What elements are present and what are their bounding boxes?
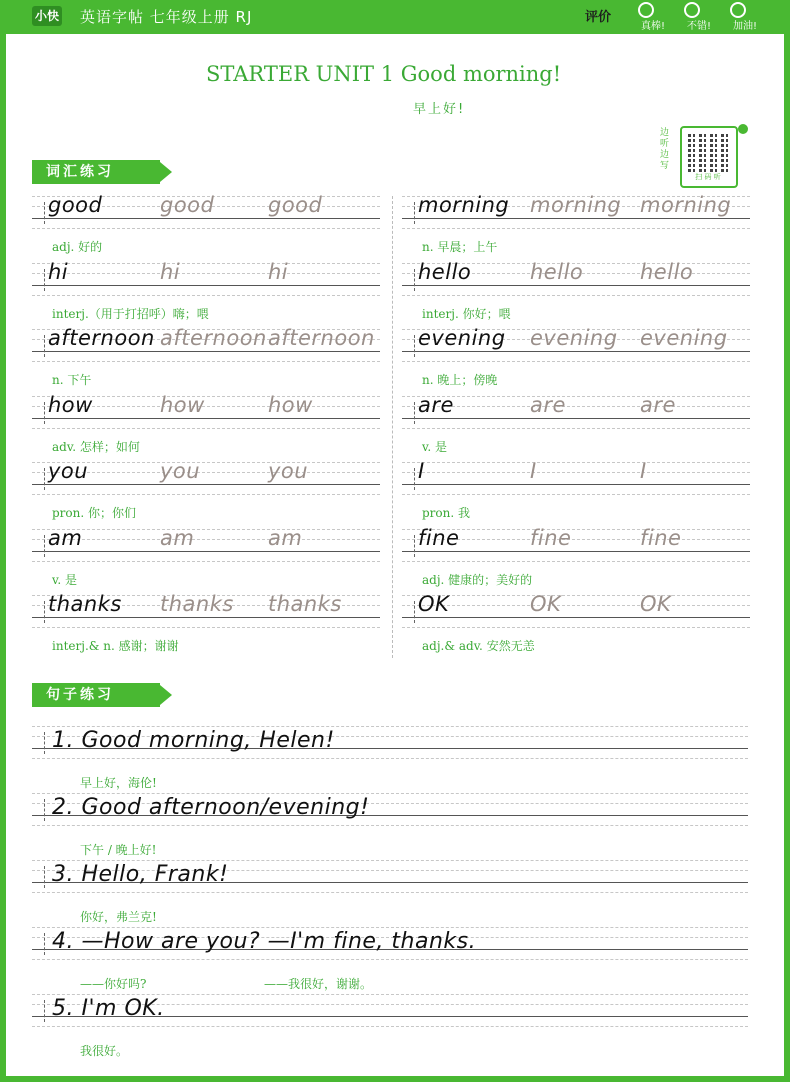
vocab-trace-word[interactable]: thanks <box>268 592 342 616</box>
guide-line-top <box>32 529 380 530</box>
vocab-word: evening <box>418 326 506 350</box>
guide-line-bottom <box>32 228 380 229</box>
column-divider <box>392 196 393 658</box>
vocab-trace-word[interactable]: I <box>530 459 537 483</box>
vocab-definition: n. 下午 <box>52 373 92 387</box>
start-tick <box>44 866 45 888</box>
guide-line-top <box>402 396 750 397</box>
vocab-trace-word[interactable]: am <box>160 525 195 550</box>
guide-line-mid <box>32 539 380 540</box>
guide-line-top <box>32 726 748 727</box>
header-bar <box>0 0 790 34</box>
vocab-word: am <box>48 525 83 550</box>
rating-keep-going-label: 加油! <box>732 21 757 32</box>
vocab-word: morning <box>418 193 510 217</box>
publisher-logo: 小快 <box>32 6 62 26</box>
start-tick <box>414 468 415 490</box>
vocab-trace-word[interactable]: morning <box>640 193 732 217</box>
sentence-translation-2: ——我很好，谢谢。 <box>264 977 373 991</box>
start-tick <box>414 601 415 623</box>
guide-line-bottom <box>402 228 750 229</box>
vocab-trace-word[interactable]: how <box>160 392 205 417</box>
guide-line-bottom <box>402 494 750 495</box>
guide-line-bottom <box>32 627 380 628</box>
vocab-definition: adj. 好的 <box>52 240 103 254</box>
guide-line-bottom <box>32 428 380 429</box>
start-tick <box>44 799 45 821</box>
vocab-section-tab: 词汇练习 <box>32 160 160 184</box>
sentence-translation: 下午 / 晚上好! <box>80 843 157 857</box>
headphone-icon <box>738 124 748 134</box>
vocab-definition: interj.（用于打招呼）嗨；喂 <box>52 306 209 321</box>
guide-line-base <box>402 418 750 419</box>
start-tick <box>414 202 415 224</box>
guide-line-top <box>402 595 750 596</box>
start-tick <box>44 468 45 490</box>
vocab-trace-word[interactable]: are <box>640 392 676 417</box>
vocab-word: hi <box>48 259 69 284</box>
vocab-definition: v. 是 <box>52 572 77 587</box>
guide-line-base <box>32 617 380 618</box>
vocab-trace-word[interactable]: I <box>640 459 647 483</box>
vocab-trace-word[interactable]: thanks <box>160 592 234 616</box>
start-tick <box>414 335 415 357</box>
qr-code-overlay <box>688 132 730 172</box>
vocab-trace-word[interactable]: hello <box>640 259 694 284</box>
guide-line-base <box>402 285 750 286</box>
vocab-word: hello <box>418 259 472 284</box>
sentence-section-tab: 句子练习 <box>32 683 160 707</box>
guide-line-top <box>402 462 750 463</box>
qr-block[interactable] <box>660 124 752 188</box>
vocab-word: afternoon <box>48 326 155 350</box>
sentence-text[interactable]: 2. Good afternoon/evening! <box>52 795 370 820</box>
guide-line-base <box>32 418 380 419</box>
start-tick <box>44 269 45 291</box>
guide-line-bottom <box>402 428 750 429</box>
sentence-translation: 早上好，海伦! <box>80 776 157 790</box>
guide-line-bottom <box>402 295 750 296</box>
guide-line-base <box>32 351 380 352</box>
vocab-trace-word[interactable]: how <box>268 392 313 417</box>
vocab-definition: interj.& n. 感谢；谢谢 <box>52 639 179 653</box>
start-tick <box>44 933 45 955</box>
vocab-trace-word[interactable]: hi <box>160 259 181 284</box>
guide-line-bottom <box>32 494 380 495</box>
vocab-definition: adj. 健康的；美好的 <box>422 572 533 587</box>
page-title: STARTER UNIT 1 Good morning! <box>206 62 562 86</box>
sentence-translation: ——你好吗? <box>80 977 147 991</box>
guide-line-bottom <box>32 892 748 893</box>
vocab-word: OK <box>418 592 450 616</box>
start-tick <box>44 202 45 224</box>
guide-line-bottom <box>32 959 748 960</box>
start-tick <box>414 535 415 557</box>
start-tick <box>44 1000 45 1022</box>
vocab-word: are <box>418 392 454 417</box>
guide-line-base <box>32 484 380 485</box>
sentence-text[interactable]: 5. I'm OK. <box>52 996 165 1021</box>
vocab-definition: adv. 怎样；如何 <box>52 439 140 454</box>
start-tick <box>44 601 45 623</box>
guide-line-top <box>32 860 748 861</box>
vocab-trace-word[interactable]: morning <box>530 193 622 217</box>
guide-line-top <box>32 994 748 995</box>
vocab-definition: v. 是 <box>422 439 447 454</box>
guide-line-top <box>32 927 748 928</box>
rating-label: 评价 <box>585 10 612 25</box>
start-tick <box>414 269 415 291</box>
rating-good-label: 不错! <box>686 21 711 32</box>
guide-line-top <box>32 263 380 264</box>
guide-line-bottom <box>32 361 380 362</box>
rating-great-label: 真棒! <box>640 21 665 32</box>
guide-line-mid <box>402 406 750 407</box>
qr-side-label: 边听边写 <box>660 128 670 171</box>
vocab-trace-word[interactable]: afternoon <box>160 326 267 350</box>
vocab-trace-word[interactable]: you <box>160 459 201 483</box>
start-tick <box>44 732 45 754</box>
sentence-translation: 我很好。 <box>80 1044 129 1058</box>
vocab-trace-word[interactable]: good <box>160 193 215 217</box>
vocab-definition: pron. 你；你们 <box>52 506 137 520</box>
vocab-trace-word[interactable]: hello <box>530 259 584 284</box>
sentence-text[interactable]: 1. Good morning, Helen! <box>52 728 335 753</box>
start-tick <box>414 402 415 424</box>
sentence-translation: 你好，弗兰克! <box>80 910 157 924</box>
page-subtitle: 早上好! <box>413 102 466 117</box>
vocab-word: you <box>48 459 89 483</box>
vocab-word: how <box>48 392 93 417</box>
smiley-icon <box>730 2 746 18</box>
guide-line-bottom <box>402 627 750 628</box>
sentence-text[interactable]: 4. —How are you? —I'm fine, thanks. <box>52 929 477 954</box>
guide-line-mid <box>402 472 750 473</box>
smiley-icon <box>684 2 700 18</box>
start-tick <box>44 402 45 424</box>
vocab-trace-word[interactable]: fine <box>640 525 682 550</box>
vocab-word: fine <box>418 525 460 550</box>
guide-line-base <box>402 218 750 219</box>
vocab-trace-word[interactable]: are <box>530 392 566 417</box>
vocab-word: thanks <box>48 592 122 616</box>
vocab-word: good <box>48 193 103 217</box>
vocab-trace-word[interactable]: fine <box>530 525 572 550</box>
sentence-text[interactable]: 3. Hello, Frank! <box>52 862 229 887</box>
guide-line-base <box>402 617 750 618</box>
guide-line-base <box>32 285 380 286</box>
vocab-trace-word[interactable]: good <box>268 193 323 217</box>
guide-line-base <box>32 551 380 552</box>
guide-line-bottom <box>402 561 750 562</box>
guide-line-base <box>402 484 750 485</box>
start-tick <box>44 535 45 557</box>
guide-line-mid <box>32 273 380 274</box>
vocab-word: I <box>418 459 425 483</box>
guide-line-base <box>32 218 380 219</box>
qr-foot-label: 扫 码 听 <box>695 173 721 181</box>
vocab-definition: interj. 你好；喂 <box>422 306 511 321</box>
guide-line-mid <box>402 605 750 606</box>
vocab-trace-word[interactable]: evening <box>530 326 618 350</box>
start-tick <box>44 335 45 357</box>
vocab-trace-word[interactable]: evening <box>640 326 728 350</box>
smiley-icon <box>638 2 654 18</box>
vocab-trace-word[interactable]: afternoon <box>268 326 375 350</box>
vocab-definition: n. 晚上；傍晚 <box>422 373 498 387</box>
vocab-trace-word[interactable]: hi <box>268 259 289 284</box>
guide-line-bottom <box>32 825 748 826</box>
guide-line-top <box>32 793 748 794</box>
vocab-definition: n. 早晨；上午 <box>422 240 498 254</box>
vocab-trace-word[interactable]: OK <box>530 592 562 616</box>
guide-line-base <box>402 551 750 552</box>
vocab-definition: pron. 我 <box>422 506 471 520</box>
rating-good[interactable] <box>674 2 720 32</box>
guide-line-bottom <box>32 561 380 562</box>
guide-line-bottom <box>32 1026 748 1027</box>
rating-great[interactable] <box>628 2 674 32</box>
guide-line-bottom <box>32 295 380 296</box>
guide-line-bottom <box>32 758 748 759</box>
rating-keep-going[interactable] <box>720 2 766 32</box>
book-title: 英语字帖 七年级上册 RJ <box>80 8 253 26</box>
vocab-definition: adj.& adv. 安然无恙 <box>422 639 535 653</box>
guide-line-base <box>402 351 750 352</box>
guide-line-bottom <box>402 361 750 362</box>
vocab-trace-word[interactable]: OK <box>640 592 672 616</box>
vocab-trace-word[interactable]: am <box>268 525 303 550</box>
vocab-trace-word[interactable]: you <box>268 459 309 483</box>
